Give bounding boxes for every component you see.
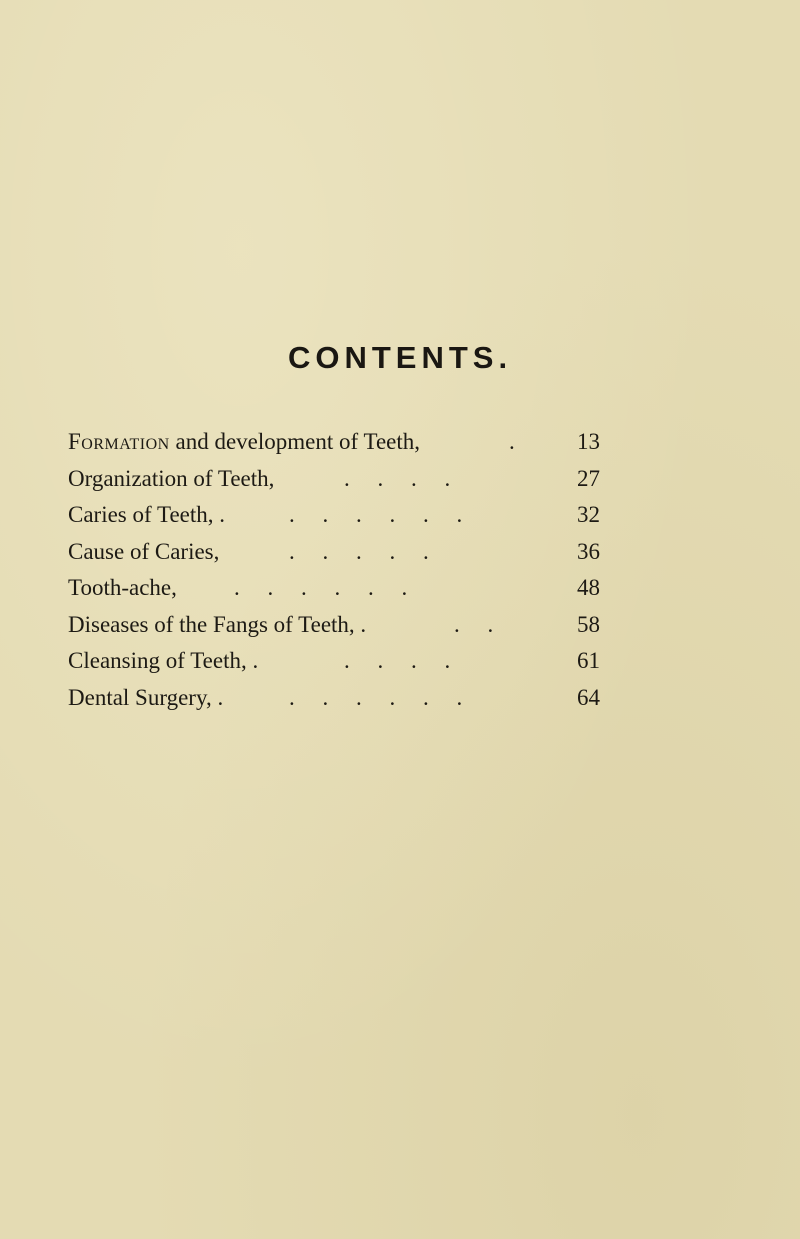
toc-entry-text: Caries of Teeth, . xyxy=(68,502,226,527)
toc-entry-page: 13 xyxy=(577,429,600,454)
toc-entry-text: and development of Teeth, xyxy=(169,429,420,454)
toc-entry-leader: . . . . . . xyxy=(234,575,408,600)
toc-entry-page: 32 xyxy=(577,502,600,527)
toc-entry-page: 64 xyxy=(577,684,600,710)
toc-entry xyxy=(68,680,600,717)
toc-entry xyxy=(68,497,600,534)
toc-entry xyxy=(68,461,600,498)
toc-entry-page: 48 xyxy=(577,575,600,600)
contents-title: CONTENTS. xyxy=(287,340,513,375)
toc-entry-title xyxy=(68,497,225,534)
toc-entry-text: Tooth-ache, xyxy=(68,575,177,600)
toc-entry xyxy=(68,534,600,571)
toc-entry-leader: . . . . xyxy=(344,465,451,491)
toc-entry-leader: . . . . . xyxy=(289,538,429,564)
toc-entry xyxy=(68,570,600,607)
toc-entry-text: Cleansing of Teeth, . xyxy=(68,648,259,673)
toc-entry-page: 27 xyxy=(577,465,600,491)
toc-entry-title xyxy=(68,570,177,607)
toc-entry-page: 36 xyxy=(577,538,600,564)
toc-entry-leader: . . xyxy=(454,611,494,637)
toc-entry-lead: Formation xyxy=(68,429,170,454)
toc-entry-leader: . . . . . . xyxy=(289,684,463,710)
toc-entry-title xyxy=(68,607,366,644)
toc-entry-leader: . . . . . . xyxy=(289,502,463,527)
table-of-contents xyxy=(68,424,600,716)
toc-entry-title xyxy=(68,643,258,680)
toc-entry-leader: . xyxy=(509,429,515,454)
toc-entry-page: 61 xyxy=(577,648,600,673)
toc-entry-page: 58 xyxy=(577,611,600,637)
toc-entry-text: Organization of Teeth, xyxy=(68,465,275,491)
toc-entry-text: Dental Surgery, . xyxy=(68,684,224,710)
toc-entry-leader: . . . . xyxy=(344,648,451,673)
toc-entry xyxy=(68,607,600,644)
toc-entry-title xyxy=(68,424,420,461)
toc-entry-title xyxy=(68,461,274,498)
toc-entry-title xyxy=(68,680,223,717)
toc-entry-title xyxy=(68,534,219,571)
toc-entry-text: Diseases of the Fangs of Teeth, . xyxy=(68,611,367,637)
toc-entry xyxy=(68,424,600,461)
toc-entry xyxy=(68,643,600,680)
toc-entry-text: Cause of Caries, xyxy=(68,538,220,564)
